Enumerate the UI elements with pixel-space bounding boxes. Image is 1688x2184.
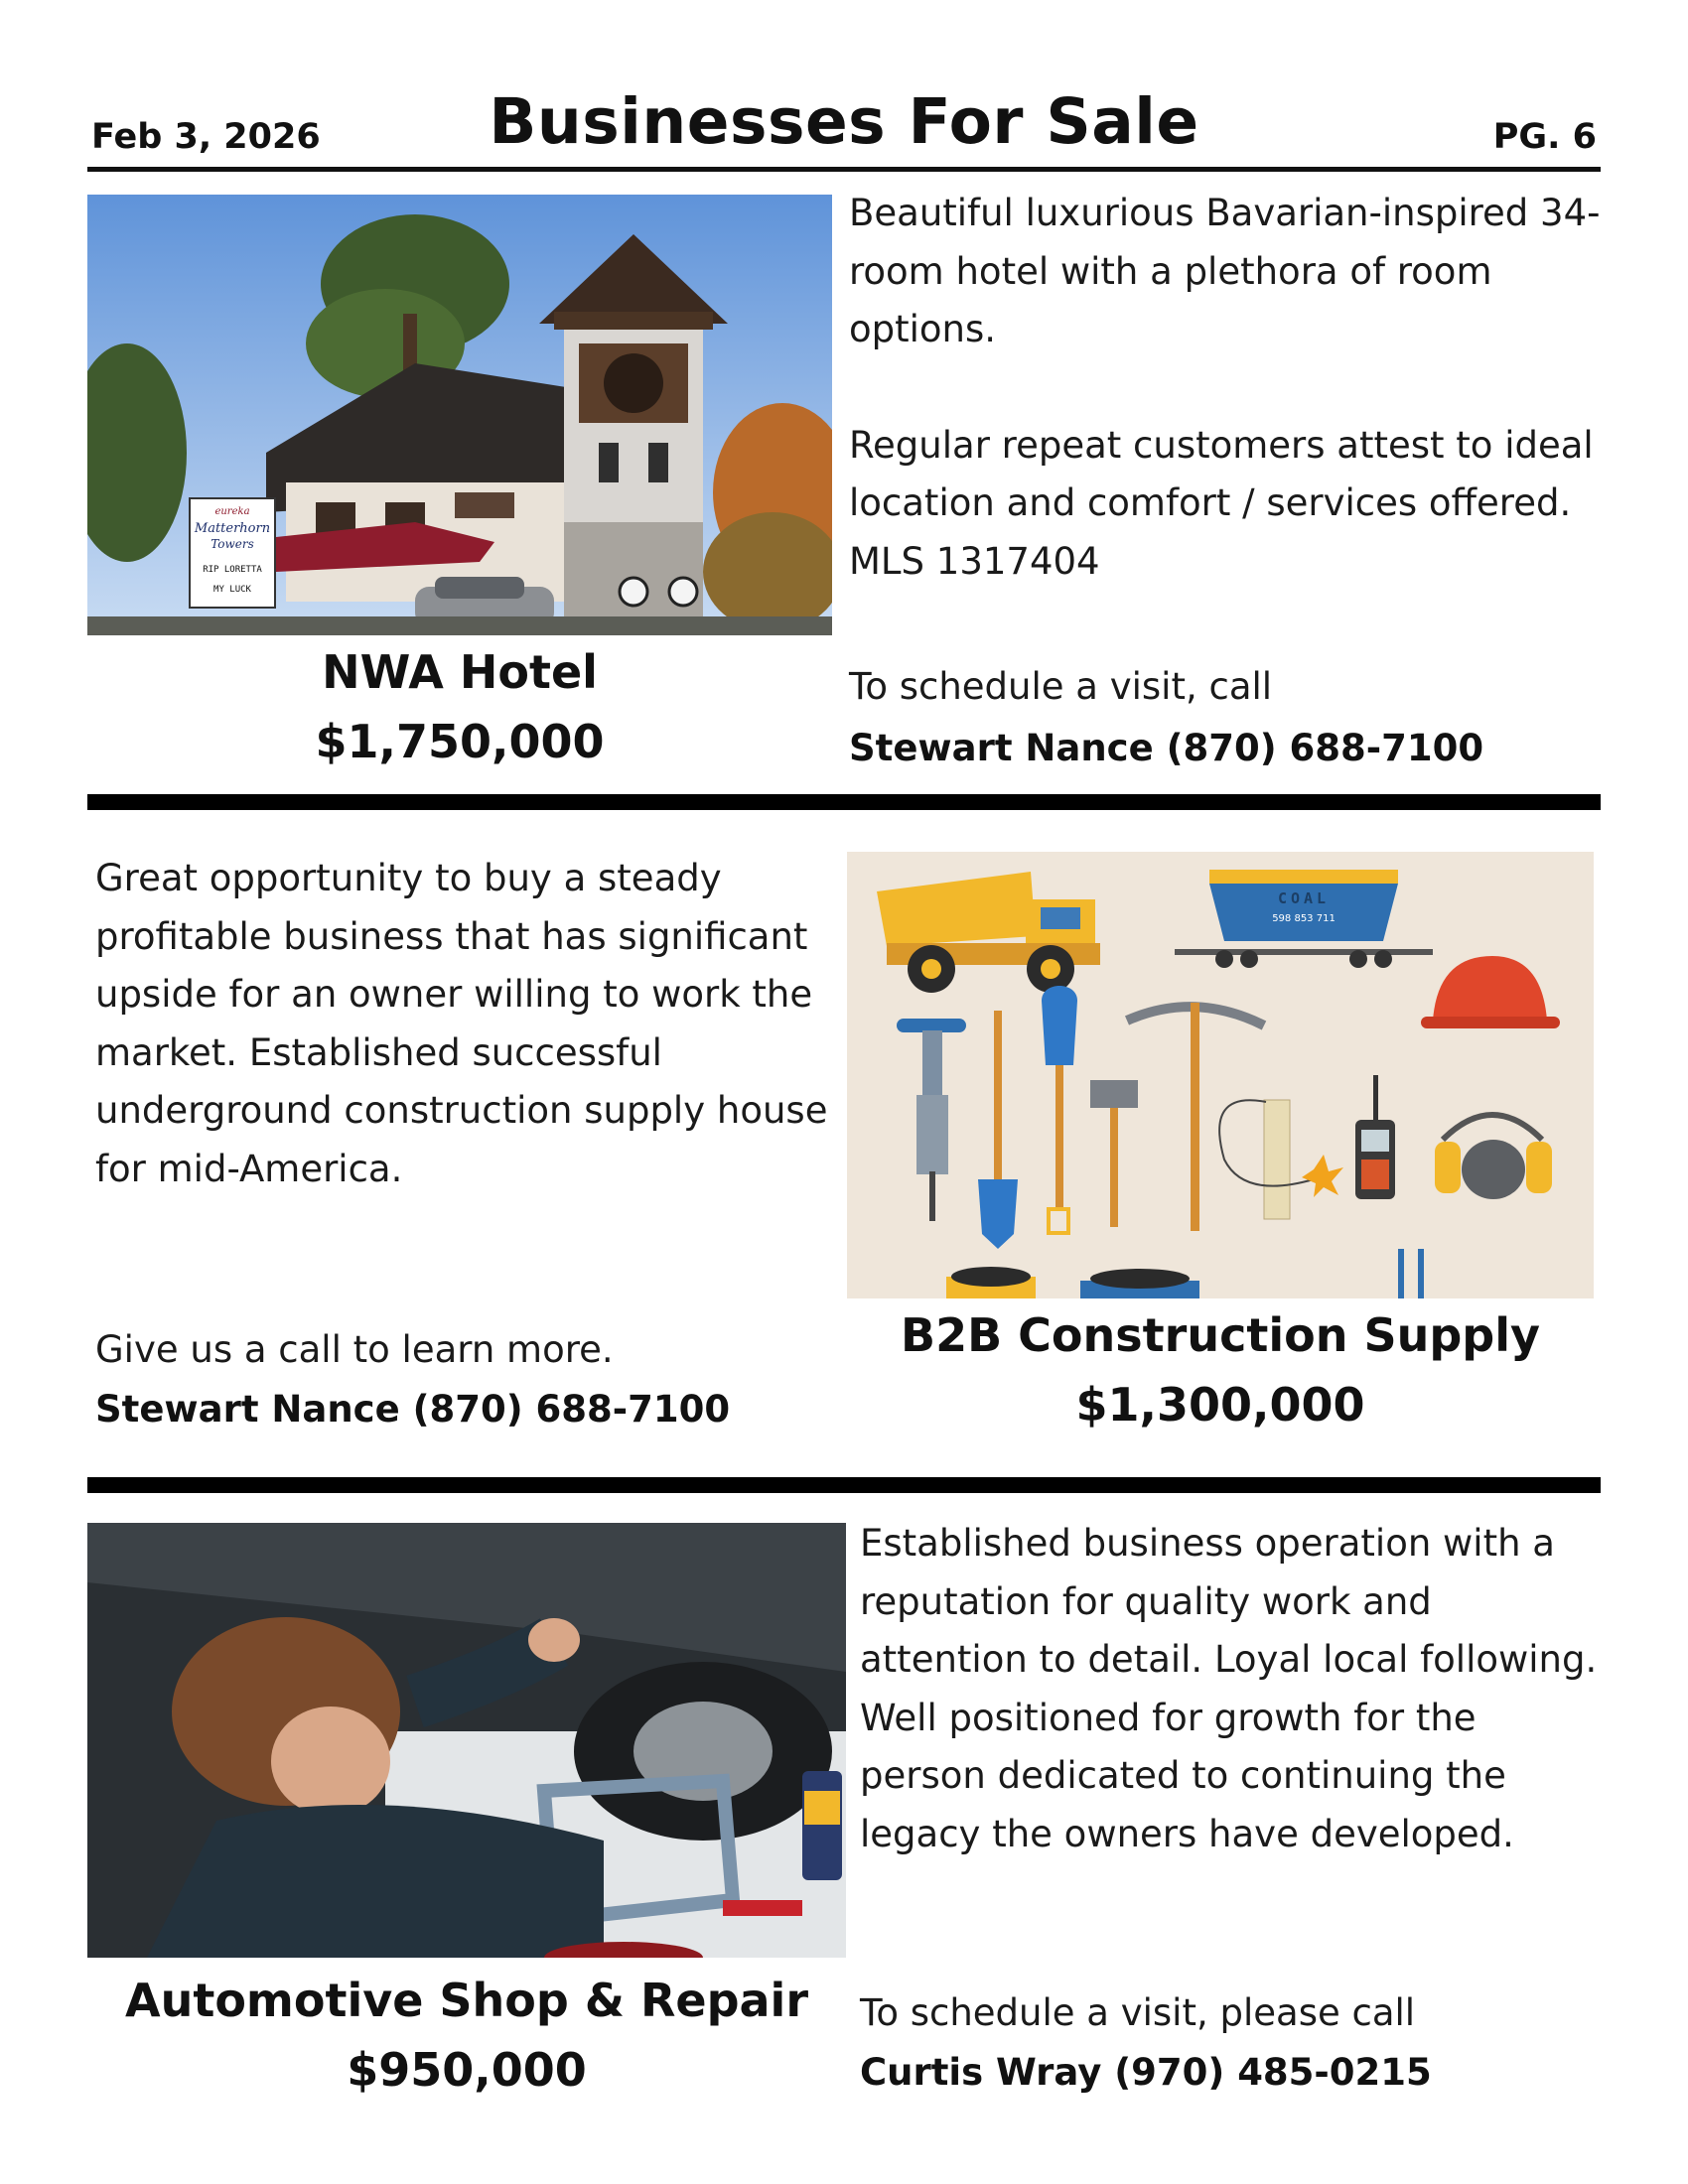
automotive-contact-intro: To schedule a visit, please call [860, 1991, 1416, 2034]
construction-contact-intro: Give us a call to learn more. [95, 1328, 614, 1371]
section-divider-1 [87, 794, 1601, 810]
sign-line-5: MY LUCK [213, 585, 251, 595]
construction-listing-name: B2B Construction Supply [901, 1308, 1540, 1362]
sign-line-3: Towers [211, 537, 254, 551]
hotel-listing-price: $1,750,000 [315, 715, 605, 768]
construction-tools-illustration [847, 852, 1594, 1298]
railcar-number: 598 853 711 [1272, 913, 1336, 924]
railcar-label: COAL [1277, 889, 1331, 907]
hotel-illustration [87, 195, 832, 635]
hotel-description-para-2: Regular repeat customers attest to ideal location and comfort / services offered. MLS 1317404 [849, 423, 1594, 583]
hotel-listing-name: NWA Hotel [322, 645, 598, 699]
mechanic-illustration [87, 1523, 846, 1958]
hotel-photo [87, 195, 832, 635]
hotel-contact-intro: To schedule a visit, call [849, 665, 1273, 708]
sign-line-1: eureka [214, 506, 250, 517]
automotive-contact: Curtis Wray (970) 485-0215 [860, 2051, 1432, 2094]
construction-description [95, 850, 830, 1198]
page-number: PG. 6 [1492, 117, 1597, 157]
section-divider-2 [87, 1477, 1601, 1493]
automotive-listing-name: Automotive Shop & Repair [124, 1974, 809, 2027]
hotel-contact: Stewart Nance (870) 688-7100 [849, 727, 1484, 769]
hotel-description [849, 185, 1604, 591]
automotive-photo [87, 1523, 846, 1958]
construction-listing-price: $1,300,000 [1075, 1378, 1365, 1432]
construction-contact: Stewart Nance (870) 688-7100 [95, 1388, 731, 1431]
automotive-description-para-1: Established business operation with a reputation for quality work and attention to detail. Loyal local following. Well positioned for growth for the person dedicated to continuing the legacy the owners have developed. [860, 1522, 1598, 1855]
page-title: Businesses For Sale [489, 85, 1199, 158]
automotive-description [860, 1515, 1605, 1863]
hotel-description-para-1: Beautiful luxurious Bavarian-inspired 34-room hotel with a plethora of room options. [849, 192, 1601, 350]
header-date: Feb 3, 2026 [91, 117, 321, 157]
sign-line-2: Matterhorn [194, 521, 271, 536]
automotive-listing-price: $950,000 [347, 2043, 587, 2097]
construction-description-para-1: Great opportunity to buy a steady profitable business that has significant upside for an owner willing to work the market. Established successful underground construction supply house for mid-America. [95, 857, 828, 1190]
construction-illustration [847, 852, 1594, 1298]
sign-line-4: RIP LORETTA [203, 565, 262, 575]
header-divider [87, 167, 1601, 172]
